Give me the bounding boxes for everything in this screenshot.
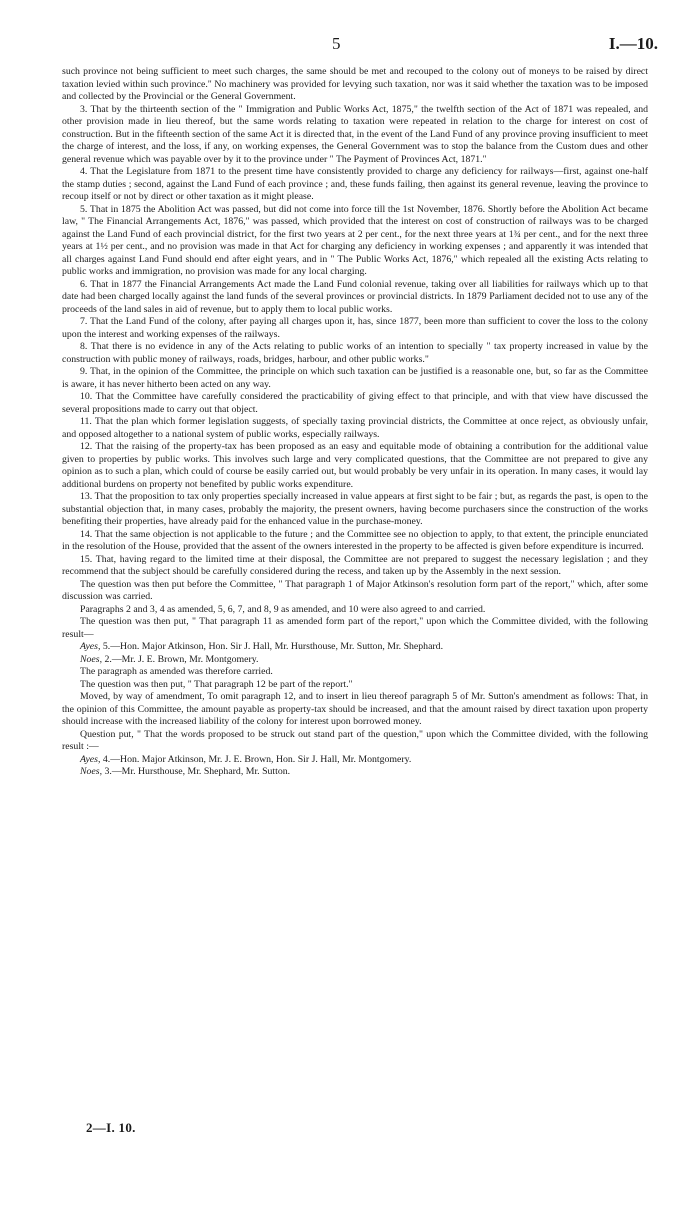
paragraph-8: 8. That there is no evidence in any of the Acts relating to public works of an intention to specially " tax property increased in value by the construction with public money of railways, roads, bridges, harbour, and other public works." [62, 341, 648, 365]
page-number: 5 [332, 34, 341, 53]
proceedings-question-put: Question put, " That the words proposed to be struck out stand part of the question," upon which the Committee divided, with the following result :— [62, 728, 648, 752]
proceedings-question-11: The question was then put, " That paragraph 11 as amended form part of the report," upon which the Committee divided, with the following result— [62, 616, 648, 640]
division-ayes-1: Ayes, 5.—Hon. Major Atkinson, Hon. Sir J. Hall, Mr. Hursthouse, Mr. Sutton, Mr. Shephard. [80, 641, 444, 652]
document-reference: I.—10. [608, 34, 658, 53]
proceedings-question-1: The question was then put before the Committee, " That paragraph 1 of Major Atkinson's resolution form part of the report," which, after some discussion was carried. [62, 578, 648, 602]
paragraph-10: 10. That the Committee have carefully considered the practicability of giving effect to that principle, and with that view have discussed the several propositions made to carry out that object. [62, 391, 648, 415]
paragraph-4: 4. That the Legislature from 1871 to the present time have consistently provided to charge any deficiency for railways—first, against one-half the stamp duties ; second, against the Land Fund of each province ; and, these funds failing, then against its general revenue, leaving the province to recoup itself or not by direct or other taxation as it might please. [62, 166, 648, 202]
paragraph-11: 11. That the plan which former legislation suggests, of specially taxing provincial districts, the Committee at once reject, as obviously unfair, and opposed altogether to a national system of public works, especially railways. [62, 416, 648, 440]
paragraph-6: 6. That in 1877 the Financial Arrangements Act made the Land Fund colonial revenue, taking over all liabilities for railways which up to that date had been charged locally against the land funds of the several provinces or provincial districts. In 1879 Parliament decided not to use any of the proceeds of the land sales in aid of revenue, but to apply them to local public works. [62, 278, 648, 315]
proceedings-amendment: Moved, by way of amendment, To omit paragraph 12, and to insert in lieu thereof paragraph 5 of Mr. Sutton's amendment as follows: That, in the opinion of this Committee, the amount payable as property-tax should be increased, and that the amount raised by direct taxation upon property should increase with the increased liability of the colony for interest upon borrowed money. [62, 691, 648, 727]
paragraph-13: 13. That the proposition to tax only properties specially increased in value appears at first sight to be fair ; but, as regards the past, is open to the substantial objection that, in many cases, probably the majority, the present owners, having become purchasers since the construction of the works benefiting their properties, have already paid for the enhanced value in the purchase-money. [62, 491, 648, 527]
paragraph-15: 15. That, having regard to the limited time at their disposal, the Committee are not prepared to suggest the necessary legislation ; and they recommend that the subject should be carefully considered during the recess, and taken up by the Assembly in the next session. [62, 553, 648, 577]
paragraph-14: 14. That the same objection is not applicable to the future ; and the Committee see no objection to apply, to that extent, the principle enunciated in the resolution of the House, provided that the assent of the owners interested in the property to be affected is given before expenditure is incurred. [62, 528, 648, 552]
paragraph-12: 12. That the raising of the property-tax has been proposed as an easy and equitable mode of obtaining a contribution for the additional value given to properties by public works. This involves such large and very complicated questions, that the Committee are not prepared to give any opinion as to such a plan, which could of course be easily carried out, but would probably be very unfair in its operation. In many cases, it would lay additional burdens on property not benefited by public works expenditure. [62, 441, 648, 490]
division-ayes-2: Ayes, 4.—Hon. Major Atkinson, Mr. J. E. Brown, Hon. Sir J. Hall, Mr. Montgomery. [80, 753, 412, 765]
proceedings-result-11: The paragraph as amended was therefore carried. [80, 666, 273, 677]
paragraph-3: 3. That by the thirteenth section of the " Immigration and Public Works Act, 1875," the twelfth section of the Act of 1871 was repealed, and other provision made in lieu thereof, but the same words relating to taxation were repeated in relation to the charge for interest on cost of construction. But in the fifteenth section of the same Act it is directed that, in the event of the Land Fund of any province proving insufficient to meet the charge of interest, and the loss, if any, on working expenses, the General Government was to stop the balance from the Custom dues and other general revenue which was payable over by it to the province under " The Payment of Provinces Act, 1871." [62, 103, 648, 165]
proceedings-question-12: The question was then put, " That paragraph 12 be part of the report." [80, 678, 353, 690]
division-noes-1: Noes, 2.—Mr. J. E. Brown, Mr. Montgomery. [80, 653, 259, 665]
signature-mark: 2—I. 10. [86, 1120, 136, 1135]
paragraph-5: 5. That in 1875 the Abolition Act was passed, but did not come into force till the 1st November, 1876. Shortly before the Abolition Act became law, " The Financial Arrangements Act, 1876," was passed, which provided that the interest on cost of construction of railways was to be charged against the Land Fund of each provincial district, for the first two years at 2 per cent., for the next three years at 1¾ per cent., and for the next three years at 1½ per cent., and no provision was made in that Act for charging any deficiency in working expenses ; and apparently it was intended that all charges against Land Fund should end after eight years, and in " The Public Works Act, 1876," which repealed all the existing Acts relating to public works and immigration, no provision was made for any local charging. [62, 203, 648, 277]
proceedings-carried: Paragraphs 2 and 3, 4 as amended, 5, 6, 7, and 8, 9 as amended, and 10 were also agreed to and carried. [80, 603, 486, 615]
page-header [0, 34, 700, 60]
body-text [62, 66, 648, 779]
division-noes-2: Noes, 3.—Mr. Hursthouse, Mr. Shephard, Mr. Sutton. [80, 766, 291, 777]
paragraph-continuation: such province not being sufficient to meet such charges, the same should be met and recouped to the colony out of moneys to be raised by direct taxation levied within such province." No machinery was provided for levying such taxation, nor was it said whether the taxation was to be imposed and collected by the Provincial or the General Government. [62, 66, 648, 102]
paragraph-7: 7. That the Land Fund of the colony, after paying all charges upon it, has, since 1877, been more than sufficient to cover the loss to the colony upon the interest and working expenses of the railways. [62, 316, 648, 340]
paragraph-9: 9. That, in the opinion of the Committee, the principle on which such taxation can be justified is a reasonable one, but, so far as the Committee is aware, it has never hitherto been acted on any way. [62, 366, 648, 390]
